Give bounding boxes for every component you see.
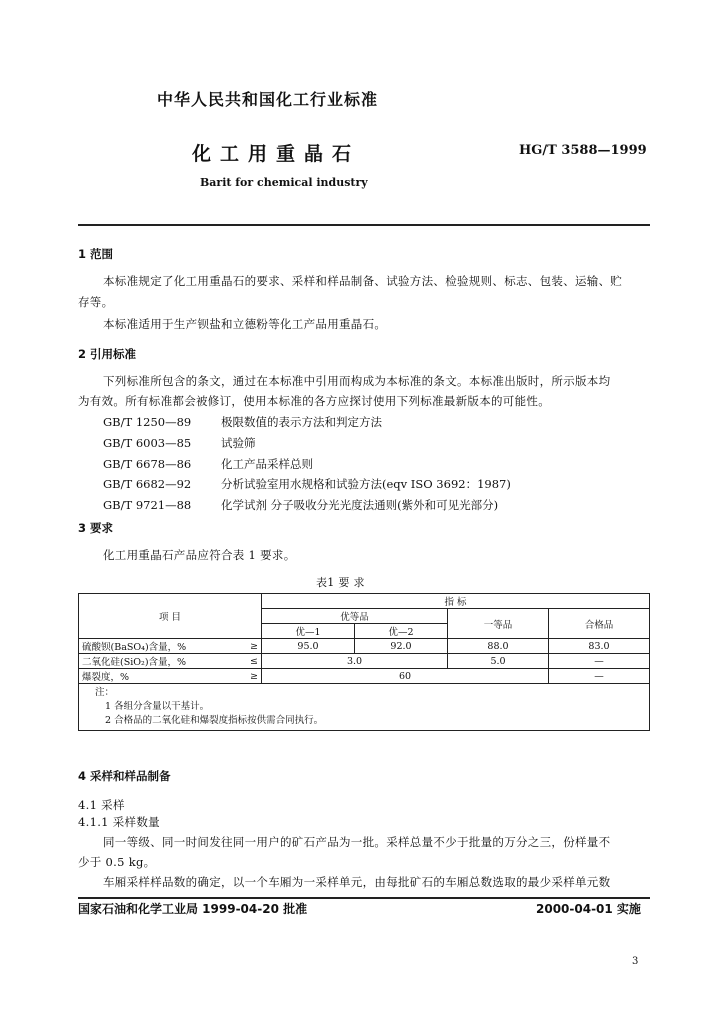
section-4-1-1-heading: 4.1.1 采样数量 [78, 815, 160, 829]
table-row [79, 639, 650, 654]
cell-value: 60 [262, 669, 549, 684]
reference-item: GB/T 1250—89 极限数值的表示方法和判定方法 [103, 415, 382, 429]
section-2-heading: 2 引用标准 [78, 347, 137, 361]
section-4-paragraph-1-cont: 少于 0.5 kg。 [78, 855, 156, 869]
row-symbol: ≥ [243, 639, 262, 654]
table-row [79, 669, 650, 684]
cell-value: 3.0 [262, 654, 448, 669]
header-qualified: 合格品 [549, 609, 650, 639]
cell-value: 5.0 [448, 654, 549, 669]
section-1-paragraph-1-cont: 存等。 [78, 295, 114, 309]
standard-number: HG/T 3588—1999 [519, 143, 647, 158]
section-1-paragraph-2: 本标准适用于生产钡盐和立德粉等化工产品用重晶石。 [103, 317, 387, 331]
table-notes [79, 684, 650, 731]
page-number: 3 [632, 956, 639, 967]
cell-value: 88.0 [448, 639, 549, 654]
header-first-grade: 一等品 [448, 609, 549, 639]
approval-note: 国家石油和化学工业局 1999-04-20 批准 [78, 902, 308, 916]
cell-value: 83.0 [549, 639, 650, 654]
row-name: 爆裂度，% [79, 669, 244, 684]
requirements-table [78, 593, 650, 731]
header-superior: 优等品 [262, 609, 448, 624]
english-title: Barit for chemical industry [200, 176, 368, 189]
reference-item: GB/T 6678—86 化工产品采样总则 [103, 457, 313, 471]
cell-value: — [549, 669, 650, 684]
effective-date: 2000-04-01 实施 [536, 902, 641, 916]
standard-category: 中华人民共和国化工行业标准 [157, 90, 379, 109]
table-caption: 表1 要 求 [316, 576, 365, 589]
row-name: 硫酸钡(BaSO₄)含量，% [79, 639, 244, 654]
row-name: 二氧化硅(SiO₂)含量，% [79, 654, 244, 669]
cell-value: — [549, 654, 650, 669]
reference-item: GB/T 6003—85 试验筛 [103, 436, 256, 450]
notes-label: 注： [95, 687, 115, 698]
cell-value: 95.0 [262, 639, 355, 654]
section-3-paragraph-1: 化工用重晶石产品应符合表 1 要求。 [103, 548, 296, 562]
header-item: 项 目 [79, 594, 262, 639]
section-2-paragraph-1-cont: 为有效。所有标准都会被修订，使用本标准的各方应探讨使用下列标准最新版本的可能性。 [78, 394, 550, 408]
cell-value: 92.0 [355, 639, 448, 654]
table-row [79, 654, 650, 669]
section-3-heading: 3 要求 [78, 521, 114, 535]
document-title: 化工用重晶石 [192, 143, 361, 165]
row-symbol: ≤ [243, 654, 262, 669]
section-4-paragraph-2: 车厢采样样品数的确定，以一个车厢为一采样单元，由每批矿石的车厢总数选取的最少采样单元数 [103, 875, 611, 889]
note-2: 2 合格品的二氧化硅和爆裂度指标按供需合同执行。 [105, 715, 324, 726]
section-4-heading: 4 采样和样品制备 [78, 769, 171, 783]
header-rule [78, 224, 650, 226]
section-2-paragraph-1: 下列标准所包含的条文，通过在本标准中引用而构成为本标准的条文。本标准出版时，所示版本均 [103, 374, 611, 388]
reference-item: GB/T 6682—92 分析试验室用水规格和试验方法(eqv ISO 3692：1987) [103, 477, 511, 491]
note-1: 1 各组分含量以干基计。 [105, 701, 210, 712]
section-1-paragraph-1: 本标准规定了化工用重晶石的要求、采样和样品制备、试验方法、检验规则、标志、包装、运输、贮 [103, 274, 623, 288]
row-symbol: ≥ [243, 669, 262, 684]
section-1-heading: 1 范围 [78, 247, 114, 261]
section-4-1-heading: 4.1 采样 [78, 798, 125, 812]
header-superior-1: 优—1 [262, 624, 355, 639]
header-index: 指 标 [262, 594, 650, 609]
header-superior-2: 优—2 [355, 624, 448, 639]
reference-item: GB/T 9721—88 化学试剂 分子吸收分光光度法通则(紫外和可见光部分) [103, 498, 499, 512]
footer-rule [78, 897, 650, 899]
section-4-paragraph-1: 同一等级、同一时间发往同一用户的矿石产品为一批。采样总量不少于批量的万分之三，份样量不 [103, 835, 611, 849]
